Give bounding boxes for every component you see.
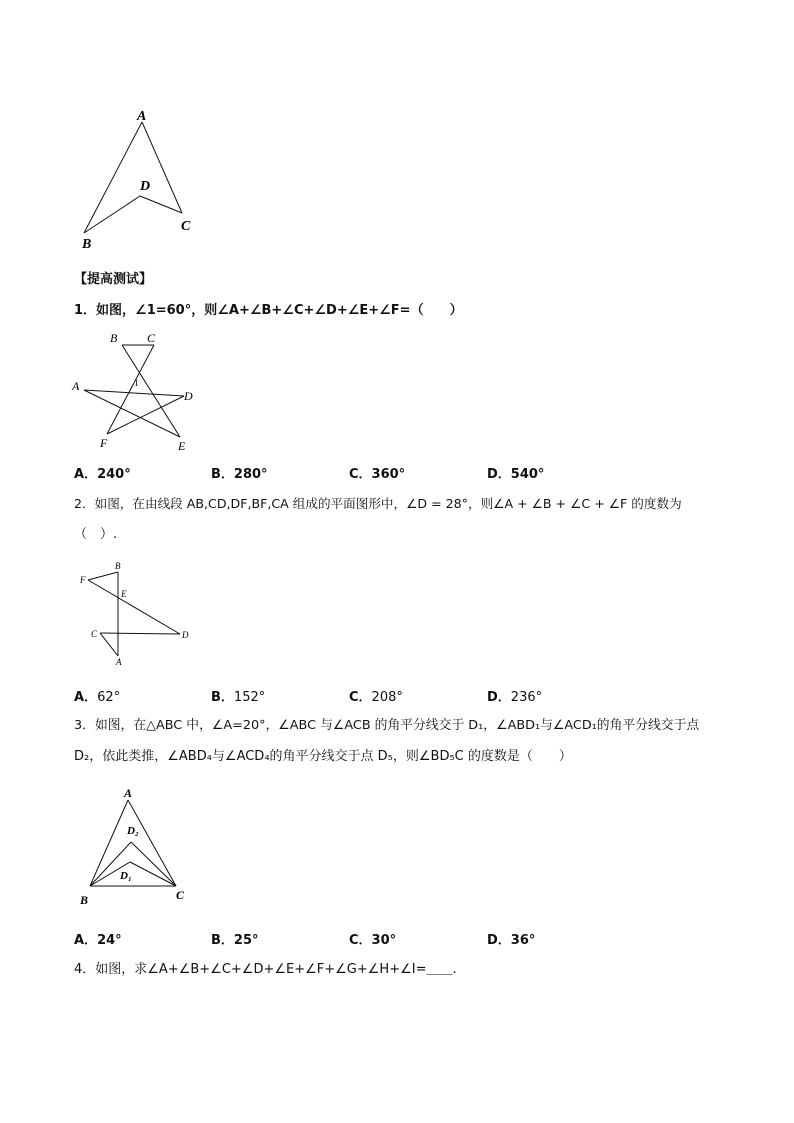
option-letter: A． xyxy=(74,933,98,948)
option-text: 540° xyxy=(510,467,545,482)
option-letter: A． xyxy=(74,690,98,705)
q2-option-c[interactable] xyxy=(349,686,403,705)
q1-stem: 1．如图，∠1=60°，则∠A+∠B+∠C+∠D+∠E+∠F=（ ） xyxy=(74,303,463,318)
q2-option-d[interactable] xyxy=(487,686,542,705)
option-letter: C． xyxy=(349,467,372,482)
label-A: A xyxy=(137,109,147,124)
label-C: C xyxy=(181,219,191,234)
label-A: A xyxy=(72,379,80,393)
q1-option-c[interactable] xyxy=(349,463,405,482)
label-C: C xyxy=(91,629,98,639)
q3-option-d[interactable] xyxy=(487,929,535,948)
figure-q2 xyxy=(76,558,196,670)
option-text: 62° xyxy=(97,690,121,705)
option-text: 236° xyxy=(510,690,543,705)
option-text: 36° xyxy=(510,933,536,948)
label-F: F xyxy=(100,436,108,450)
q3-option-a[interactable] xyxy=(74,929,122,948)
option-text: 24° xyxy=(97,933,122,948)
q1-option-a[interactable] xyxy=(74,463,131,482)
option-text: 30° xyxy=(371,933,397,948)
option-letter: B． xyxy=(211,467,234,482)
label-A: A xyxy=(124,786,133,800)
label-D1: D₁ xyxy=(120,870,132,882)
label-1: 1 xyxy=(134,378,139,388)
label-B: B xyxy=(115,561,121,571)
option-letter: D． xyxy=(487,690,511,705)
q2-stem-line1: 2．如图，在由线段 AB,CD,DF,BF,CA 组成的平面图形中，∠D = 28°，则∠A + ∠B + ∠C + ∠F 的度数为 xyxy=(74,496,682,511)
section-title: 【提高测试】 xyxy=(74,272,153,287)
q3-option-b[interactable] xyxy=(211,929,259,948)
option-letter: D． xyxy=(487,467,511,482)
option-letter: A． xyxy=(74,467,98,482)
label-E: E xyxy=(178,439,186,453)
label-D: D xyxy=(140,179,151,194)
q1-option-d[interactable] xyxy=(487,463,544,482)
label-A: A xyxy=(116,657,122,667)
option-letter: B． xyxy=(211,933,234,948)
option-text: 360° xyxy=(371,467,406,482)
label-E: E xyxy=(121,589,127,599)
option-text: 280° xyxy=(233,467,268,482)
q3-option-c[interactable] xyxy=(349,929,396,948)
q3-stem-line1: 3．如图，在△ABC 中，∠A=20°，∠ABC 与∠ACB 的角平分线交于 D₁，∠ABD₁与∠ACD₁的角平分线交于点 xyxy=(74,718,700,733)
q2-stem-line2: （ ）. xyxy=(74,527,118,542)
option-text: 25° xyxy=(233,933,259,948)
option-text: 208° xyxy=(371,690,403,705)
option-text: 240° xyxy=(97,467,131,482)
option-letter: B． xyxy=(211,690,234,705)
label-C: C xyxy=(176,888,185,902)
q3-stem-line2: D₂，依此类推，∠ABD₄与∠ACD₄的角平分线交于点 D₅，则∠BD₅C 的度数是（ ） xyxy=(74,749,572,764)
label-D: D xyxy=(184,389,193,403)
label-B: B xyxy=(110,331,118,345)
label-F: F xyxy=(80,575,86,585)
label-D: D xyxy=(182,630,189,640)
option-letter: D． xyxy=(487,933,511,948)
label-B: B xyxy=(80,893,89,907)
option-letter: C． xyxy=(349,690,372,705)
option-letter: C． xyxy=(349,933,372,948)
label-B: B xyxy=(82,237,92,252)
q2-option-b[interactable] xyxy=(211,686,265,705)
option-text: 152° xyxy=(233,690,266,705)
q1-option-b[interactable] xyxy=(211,463,268,482)
q2-option-a[interactable] xyxy=(74,686,120,705)
label-D2: D₂ xyxy=(127,825,139,837)
q4-stem: 4．如图，求∠A+∠B+∠C+∠D+∠E+∠F+∠G+∠H+∠I=＿＿. xyxy=(74,962,457,977)
figure-q3-triangle xyxy=(70,780,200,910)
label-C: C xyxy=(147,331,156,345)
figure-q1-star xyxy=(70,330,210,455)
figure-quadrilateral-abdc xyxy=(70,100,210,260)
